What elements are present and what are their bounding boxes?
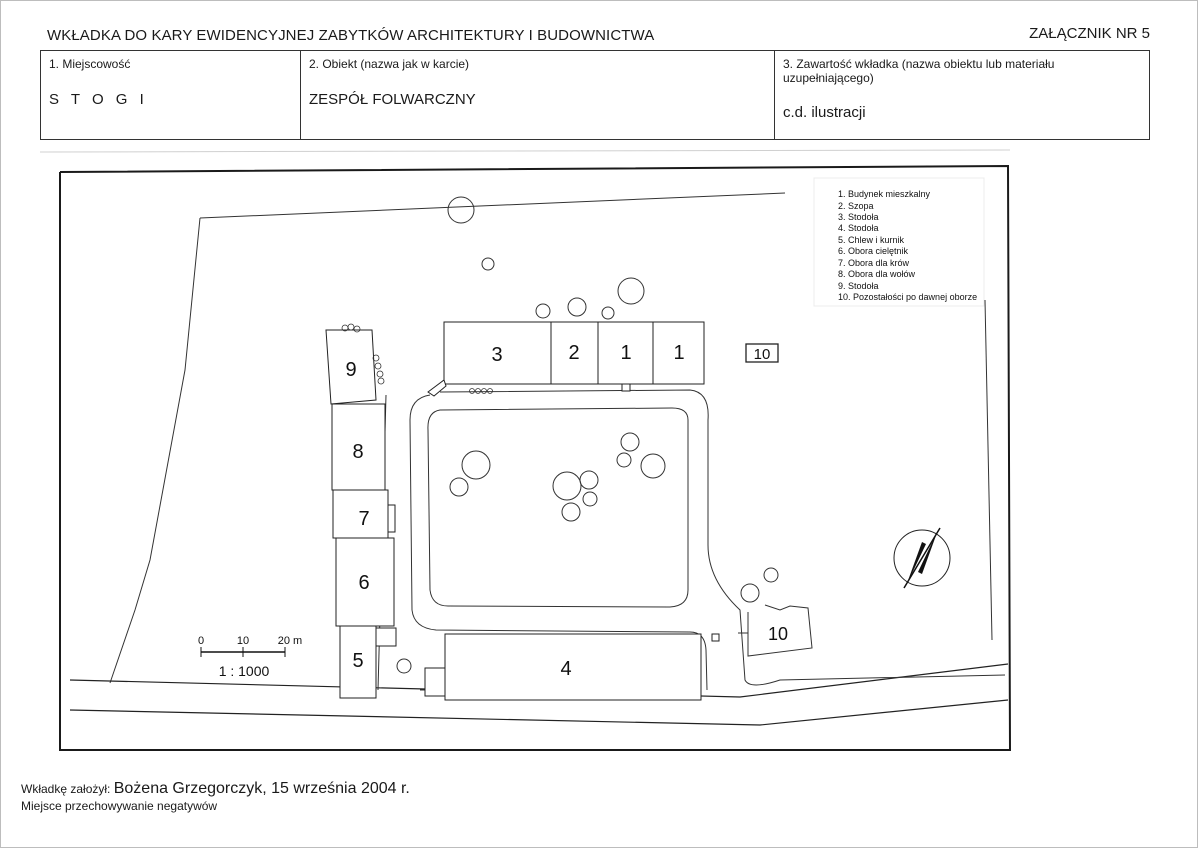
label-b2: 2: [568, 342, 580, 364]
label-b8: 8: [352, 441, 364, 463]
scale-tick-0: 0: [197, 635, 205, 647]
label-b3: 3: [491, 344, 503, 366]
legend-item: 3. Stodoła: [838, 212, 879, 222]
content-value: c.d. ilustracji: [783, 104, 866, 121]
locality-value: S T O G I: [49, 91, 148, 108]
object-label: 2. Obiekt (nazwa jak w karcie): [309, 57, 470, 71]
author-prefix: Wkładkę założył:: [21, 782, 111, 796]
legend-item: 1. Budynek mieszkalny: [838, 189, 931, 199]
object-value: ZESPÓŁ FOLWARCZNY: [309, 91, 476, 108]
legend-item: 8. Obora dla wołów: [838, 269, 916, 279]
locality-label: 1. Miejscowość: [49, 57, 131, 71]
label-b6: 6: [358, 572, 370, 594]
trees: [397, 197, 778, 673]
annex-number: ZAŁĄCZNIK NR 5: [1029, 25, 1150, 42]
negatives-location: Miejsce przechowywanie negatywów: [21, 799, 218, 813]
author-name: Bożena Grzegorczyk, 15 września 2004 r.: [113, 780, 410, 797]
building-4: [445, 634, 701, 700]
page-title: WKŁADKA DO KARY EWIDENCYJNEJ ZABYTKÓW ARCHITEKTURY I BUDOWNICTWA: [47, 27, 655, 44]
label-b1b: 1: [673, 342, 685, 364]
legend-item: 5. Chlew i kurnik: [838, 235, 905, 245]
legend-item: 4. Stodoła: [838, 223, 879, 233]
label-b10-ruin: 10: [767, 624, 789, 644]
ramp-3: [428, 380, 446, 396]
legend-item: 10. Pozostałości po dawnej oborze: [838, 292, 978, 302]
scale-tick-10: 10: [236, 635, 250, 647]
author-line: [21, 780, 410, 798]
label-b5: 5: [352, 650, 364, 672]
legend-item: 2. Szopa: [838, 201, 874, 211]
label-b7: 7: [358, 508, 370, 530]
content-label: 3. Zawartość wkładka (nazwa obiektu lub materiału uzupełniającego): [783, 57, 1055, 85]
legend-item: 6. Obora cielętnik: [838, 246, 909, 256]
north-arrow: [894, 528, 950, 588]
buildings: [326, 322, 812, 700]
scale-tick-20: 20 m: [277, 635, 303, 647]
legend-item: 7. Obora dla krów: [838, 258, 910, 268]
building-labels: [345, 342, 788, 680]
label-b10-box: 10: [753, 346, 771, 363]
scale-ratio: 1 : 1000: [218, 663, 270, 679]
label-b4: 4: [560, 658, 572, 680]
label-b9: 9: [345, 359, 357, 381]
label-b1a: 1: [620, 342, 632, 364]
scale-bar: [198, 635, 302, 679]
legend-item: 9. Stodoła: [838, 281, 879, 291]
map-legend: [814, 178, 984, 306]
